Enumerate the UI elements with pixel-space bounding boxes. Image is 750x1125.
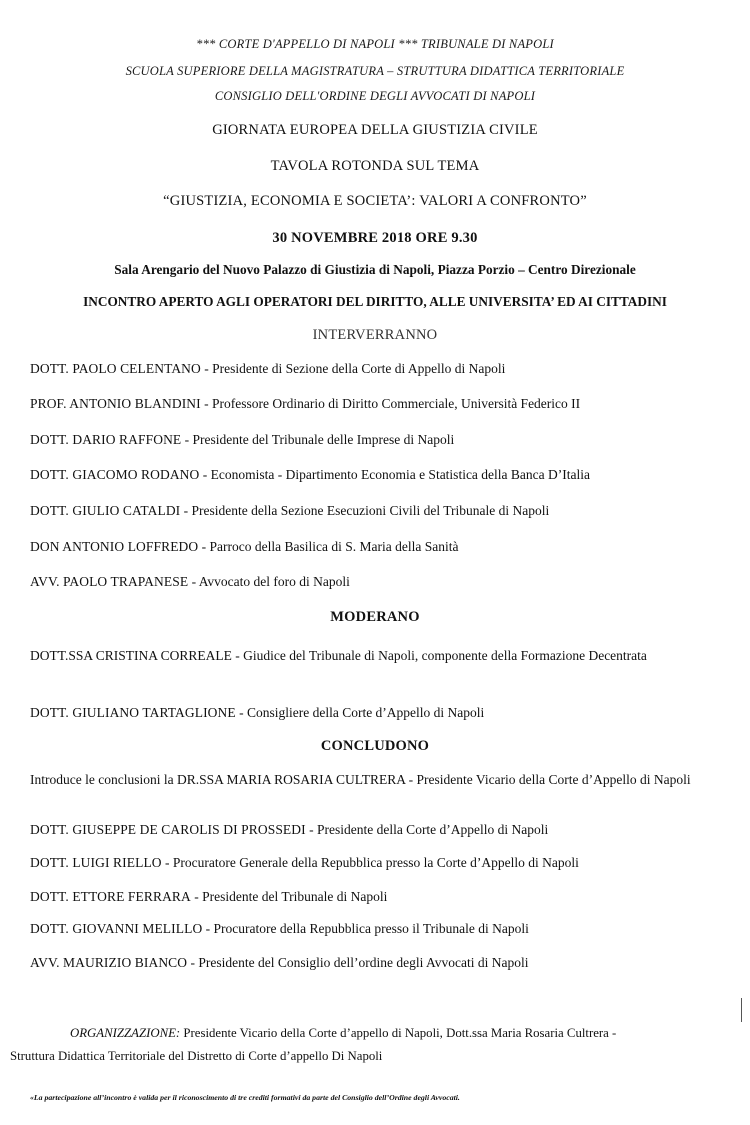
speaker-name: DON ANTONIO LOFFREDO xyxy=(30,539,199,554)
event-date: 30 NOVEMBRE 2018 ORE 9.30 xyxy=(272,230,478,246)
conclusion-row xyxy=(30,855,730,871)
speaker-role: - Parroco della Basilica di S. Maria della Sanità xyxy=(198,539,459,554)
conclusions-intro xyxy=(30,769,730,790)
speaker-row xyxy=(30,539,730,555)
organization-text-2: Struttura Didattica Territoriale del Distretto di Corte d’appello Di Napoli xyxy=(10,1049,383,1063)
moderators-heading: MODERANO xyxy=(330,609,420,625)
conclusion-role: - Procuratore Generale della Repubblica presso la Corte d’Appello di Napoli xyxy=(161,855,579,870)
event-theme: “GIUSTIZIA, ECONOMIA E SOCIETA’: VALORI A CONFRONTO” xyxy=(163,193,587,209)
conclusion-row xyxy=(30,822,730,838)
speaker-role: - Professore Ordinario di Diritto Commerciale, Università Federico II xyxy=(200,396,581,411)
conclusion-role: - Presidente del Tribunale di Napoli xyxy=(190,889,388,904)
conclusion-role: - Presidente del Consiglio dell’ordine degli Avvocati di Napoli xyxy=(187,955,529,970)
speaker-name: DOTT. DARIO RAFFONE xyxy=(30,432,182,447)
footnote: «La partecipazione all’incontro è valida per il riconoscimento di tre crediti formativi da parte del Consiglio dell’Ordine degli Avvocati. xyxy=(30,1093,460,1102)
speaker-row xyxy=(30,361,730,377)
conclusion-name: DOTT. ETTORE FERRARA xyxy=(30,889,191,904)
conclusion-row xyxy=(30,955,730,971)
moderator-role: - Giudice del Tribunale di Napoli, componente della Formazione Decentrata xyxy=(231,648,647,663)
speaker-role: - Presidente della Sezione Esecuzioni Civili del Tribunale di Napoli xyxy=(180,503,550,518)
conclusion-row xyxy=(30,889,730,905)
conclusion-name: DOTT. GIUSEPPE DE CAROLIS DI PROSSEDI xyxy=(30,822,306,837)
speaker-name: DOTT. GIACOMO RODANO xyxy=(30,467,200,482)
conclusions-heading: CONCLUDONO xyxy=(320,738,430,754)
moderator-role: - Consigliere della Corte d’Appello di Napoli xyxy=(235,705,485,720)
organization-label: ORGANIZZAZIONE: xyxy=(70,1026,181,1040)
speaker-role: - Presidente del Tribunale delle Imprese di Napoli xyxy=(181,432,455,447)
speaker-name: PROF. ANTONIO BLANDINI xyxy=(30,396,201,411)
speaker-row xyxy=(30,432,730,448)
conclusions-intro-name: DR.SSA MARIA ROSARIA CULTRERA xyxy=(176,772,406,787)
speaker-role: - Avvocato del foro di Napoli xyxy=(188,574,350,589)
scan-edge-mark xyxy=(741,998,742,1022)
speaker-row xyxy=(30,396,730,412)
event-audience: INCONTRO APERTO AGLI OPERATORI DEL DIRITTO, ALLE UNIVERSITA’ ED AI CITTADINI xyxy=(83,294,667,309)
conclusion-name: DOTT. LUIGI RIELLO xyxy=(30,855,162,870)
conclusions-intro-prefix: Introduce le conclusioni la xyxy=(30,772,177,787)
speaker-name: DOTT. PAOLO CELENTANO xyxy=(30,361,201,376)
event-title: GIORNATA EUROPEA DELLA GIUSTIZIA CIVILE xyxy=(212,122,538,138)
moderator-name: DOTT. GIULIANO TARTAGLIONE xyxy=(30,705,236,720)
header-line-2: SCUOLA SUPERIORE DELLA MAGISTRATURA – STRUTTURA DIDATTICA TERRITORIALE xyxy=(125,64,625,78)
event-venue: Sala Arengario del Nuovo Palazzo di Giustizia di Napoli, Piazza Porzio – Centro Direzionale xyxy=(114,262,636,277)
organization-block xyxy=(10,1022,740,1068)
conclusion-name: AVV. MAURIZIO BIANCO xyxy=(30,955,188,970)
header-line-1: *** CORTE D'APPELLO DI NAPOLI *** TRIBUNALE DI NAPOLI xyxy=(196,37,554,51)
moderator-row xyxy=(30,645,730,666)
organization-text-1: Presidente Vicario della Corte d’appello di Napoli, Dott.ssa Maria Rosaria Cultrera - xyxy=(180,1026,617,1040)
event-subtitle: TAVOLA ROTONDA SUL TEMA xyxy=(270,158,480,174)
conclusion-row xyxy=(30,921,730,937)
speaker-name: AVV. PAOLO TRAPANESE xyxy=(30,574,189,589)
conclusion-role: - Presidente della Corte d’Appello di Napoli xyxy=(305,822,549,837)
conclusions-intro-role: - Presidente Vicario della Corte d’Appello di Napoli xyxy=(405,772,691,787)
conclusion-name: DOTT. GIOVANNI MELILLO xyxy=(30,921,203,936)
moderator-row xyxy=(30,705,730,721)
speaker-row xyxy=(30,503,730,519)
moderator-name: DOTT.SSA CRISTINA CORREALE xyxy=(30,648,232,663)
header-line-3: CONSIGLIO DELL'ORDINE DEGLI AVVOCATI DI NAPOLI xyxy=(214,89,536,103)
speakers-heading: INTERVERRANNO xyxy=(312,327,438,343)
speaker-row xyxy=(30,574,730,590)
speaker-role: - Presidente di Sezione della Corte di Appello di Napoli xyxy=(200,361,506,376)
conclusion-role: - Procuratore della Repubblica presso il Tribunale di Napoli xyxy=(202,921,529,936)
speaker-name: DOTT. GIULIO CATALDI xyxy=(30,503,181,518)
speaker-role: - Economista - Dipartimento Economia e Statistica della Banca D’Italia xyxy=(199,467,590,482)
speaker-row xyxy=(30,467,730,483)
